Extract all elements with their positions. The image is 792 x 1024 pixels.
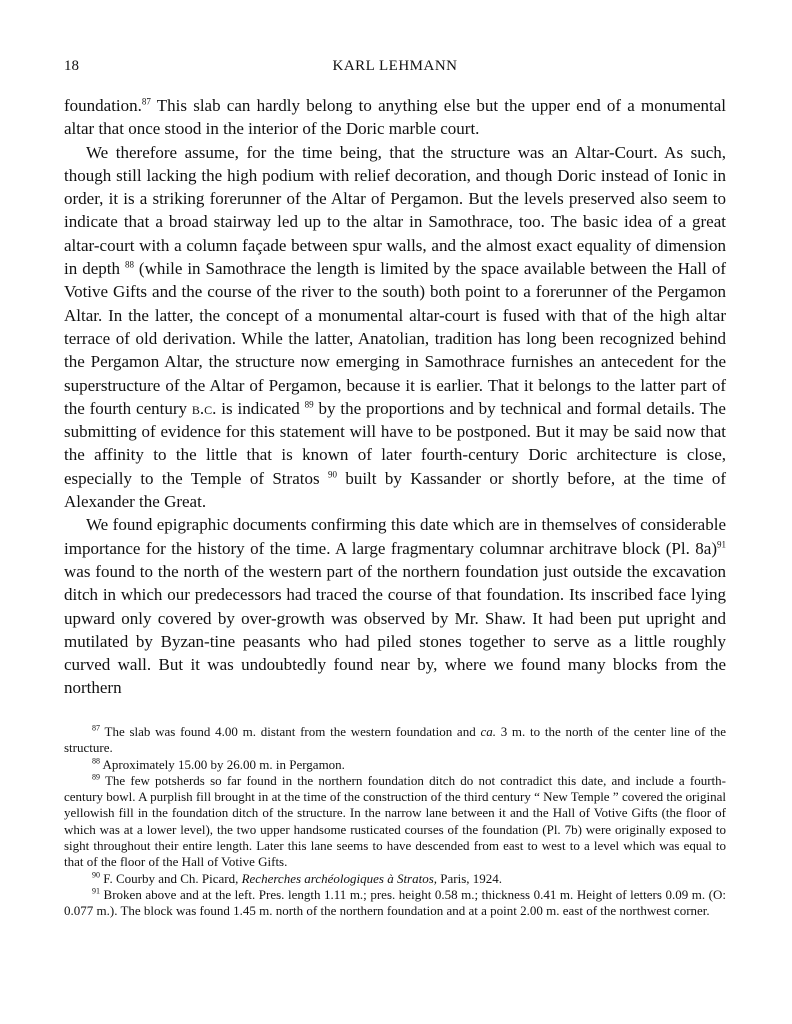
bc-abbreviation: b.c.	[191, 398, 217, 418]
footnote-italic-title: Recherches archéologiques à Stratos,	[241, 870, 438, 886]
p1-text-a: foundation.	[64, 96, 142, 115]
p3-text-b: was found to the north of the western part of the northern foundation just outside the excavation ditch in which our predecessors had traced the course of that foundation. Its inscribed face lying upward only covered by over-growth was observed by Mr. Shaw. It had been put upright and mutilated by Byzan-tine peasants who had piled stones together to serve as a little roughly curved wall. But it was undoubtedly found near by, where we found many blocks from the northern	[64, 561, 726, 698]
footnote-text: Broken above and at the left. Pres. length 1.11 m.; pres. height 0.58 m.; thickness 0.41 m. Height of letters 0.09 m. (O: 0.077 m.). The block was found 1.45 m. north of the northern foundation and at a point 2.00 m. east of the northwest corner.	[64, 886, 726, 919]
footnote-ref-89: 89	[304, 399, 314, 410]
p2-text-d: by the proportions and by technical and formal details. The submitting of evidence for this statement will have to be postponed. But it may be said now that the affinity to the little that is known of later fourth-century Doric architecture is close, especially to the Temple of Stratos	[64, 398, 726, 488]
footnote-text: F. Courby and Ch. Picard,	[100, 870, 242, 886]
footnote-number: 87	[92, 723, 100, 733]
page-number: 18	[64, 58, 79, 74]
footnote-87	[64, 724, 726, 757]
p1-text-b: This slab can hardly belong to anything else but the upper end of a monumental altar that once stood in the interior of the Doric marble court.	[64, 96, 726, 139]
footnote-number: 89	[92, 772, 100, 782]
footnote-number: 88	[92, 756, 100, 766]
footnote-text: The slab was found 4.00 m. distant from the western foundation and	[100, 724, 481, 739]
p3-text-a: We found epigraphic documents confirming this date which are in themselves of considerable importance for the history of the time. A large fragmentary columnar architrave block (Pl. 8a)	[64, 515, 726, 558]
footnote-text: The few potsherds so far found in the northern foundation ditch do not contradict this date, and include a fourth-century bowl. A purplish fill brought in at the time of the construction of the third century “ New Temple ” covered the original yellowish fill in the foundation ditch of the structure. In the narrow lane between it and the Hall of Votive Gifts (the floor of which was at a lower level), the two upper handsome rusticated courses of the foundation (Pl. 7b) were originally exposed to sight throughout their entire length. Later this lane seems to have descended from east to west to a level which was equal to that of the floor of the Hall of Votive Gifts.	[64, 772, 726, 870]
footnote-number: 90	[92, 870, 100, 880]
footnote-88	[64, 757, 726, 773]
footnote-89	[64, 773, 726, 871]
footnote-text: Aproximately 15.00 by 26.00 m. in Pergamon.	[100, 756, 345, 772]
footnote-91	[64, 887, 726, 920]
footnote-ref-91: 91	[717, 538, 726, 549]
footnote-italic: ca.	[480, 724, 496, 739]
page-header	[64, 58, 726, 84]
body-text	[64, 94, 726, 700]
paragraph-3	[64, 513, 726, 699]
footnote-ref-90: 90	[327, 469, 337, 480]
paragraph-1	[64, 94, 726, 141]
footnote-number: 91	[92, 886, 100, 896]
p2-text-b: (while in Samothrace the length is limited by the space available between the Hall of Votive Gifts and the course of the river to the south) both point to a forerunner of the Pergamon Altar. In the latter, the concept of a monumental altar-court is fused with that of the high altar terrace of old derivation. While the latter, Anatolian, tradition has long been recognized behind the Pergamon Altar, the structure now emerging in Samothrace furnishes an antecedent for the superstructure of the Altar of Pergamon, because it is earlier. That it belongs to the latter part of the fourth century	[64, 259, 726, 418]
p2-text-a: We therefore assume, for the time being, that the structure was an Altar-Court. As such, though still lacking the high podium with relief decoration, and though Doric instead of Ionic in order, it is a striking forerunner of the Altar of Pergamon. But the levels preserved also seem to indicate that a broad stairway led up to the altar in Samothrace, too. The basic idea of a great altar-court with a column façade between spur walls, and the almost exact equality of dimension in depth	[64, 142, 726, 279]
footnote-text: 3 m. to the north of the center line of the structure.	[64, 724, 726, 756]
p2-text-e: built by Kassander or shortly before, at the time of Alexander the Great.	[64, 468, 727, 512]
p2-text-c: is indicated	[216, 398, 305, 418]
footnote-90	[64, 871, 726, 887]
footnote-text: Paris, 1924.	[437, 870, 503, 886]
footnote-ref-88: 88	[124, 259, 134, 270]
paragraph-2	[64, 141, 726, 514]
footnote-ref-87: 87	[141, 96, 151, 107]
running-head: KARL LEHMANN	[332, 58, 458, 74]
footnotes	[64, 724, 726, 920]
